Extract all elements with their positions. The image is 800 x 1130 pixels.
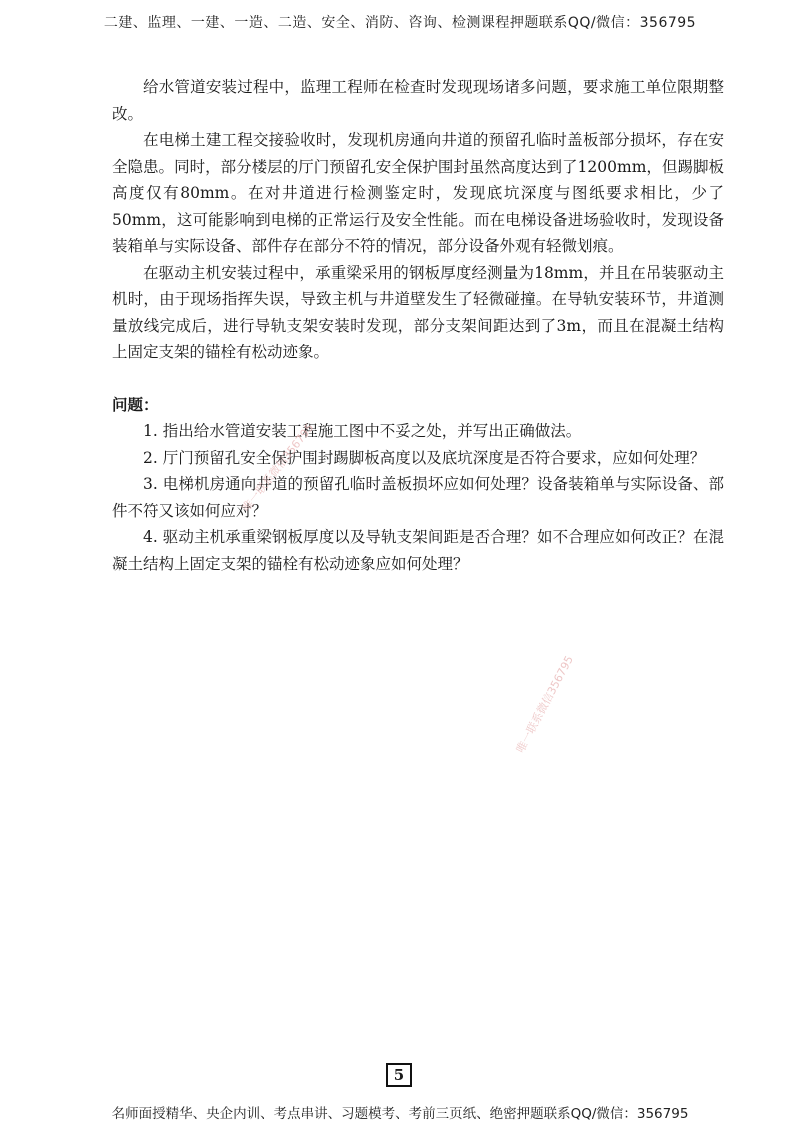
question-item: 4. 驱动主机承重梁钢板厚度以及导轨支架间距是否合理？如不合理应如何改正？在混凝土结构上固定支架的锚栓有松动迹象应如何处理？ [112,528,724,573]
body-paragraph: 在驱动主机安装过程中，承重梁采用的钢板厚度经测量为18mm，并且在吊装驱动主机时，由于现场指挥失误，导致主机与井道壁发生了轻微碰撞。在导轨安装环节，井道测量放线完成后，进行导轨支架安装时发现，部分支架间距达到了3m，而且在混凝土结构上固定支架的锚栓有松动迹象。 [112,263,724,361]
page-header: 二建、监理、一建、一造、二造、安全、消防、咨询、检测课程押题联系QQ/微信：356795 [103,15,697,31]
question-item: 1. 指出给水管道安装工程施工图中不妥之处，并写出正确做法。 [143,422,582,440]
questions-heading: 问题： [112,394,159,414]
document-body [112,74,724,577]
question-item: 2. 厅门预留孔安全保护围封踢脚板高度以及底坑深度是否符合要求，应如何处理？ [143,448,706,467]
page-footer: 名师面授精华、央企内训、考点串讲、习题模考、考前三页纸、绝密押题联系QQ/微信：356795 [111,1106,689,1122]
page-number: 5 [386,1063,412,1087]
watermark: 唯一联系微信356795 [239,421,317,515]
body-paragraph: 给水管道安装过程中，监理工程师在检查时发现现场诸多问题，要求施工单位限期整改。 [112,78,724,123]
watermark: 唯一联系微信356795 [513,653,576,756]
question-item: 3. 电梯机房通向井道的预留孔临时盖板损坏应如何处理？设备装箱单与实际设备、部件不符又该如何应对？ [112,475,724,520]
body-paragraph: 在电梯土建工程交接验收时，发现机房通向井道的预留孔临时盖板部分损坏，存在安全隐患。同时，部分楼层的厅门预留孔安全保护围封虽然高度达到了1200mm，但踢脚板高度仅有80mm。在对井道进行检测鉴定时，发现底坑深度与图纸要求相比，少了50mm，这可能影响到电梯的正常运行及安全性能。而在电梯设备进场验收时，发现设备装箱单与实际设备、部件存在部分不符的情况，部分设备外观有轻微划痕。 [112,131,724,255]
